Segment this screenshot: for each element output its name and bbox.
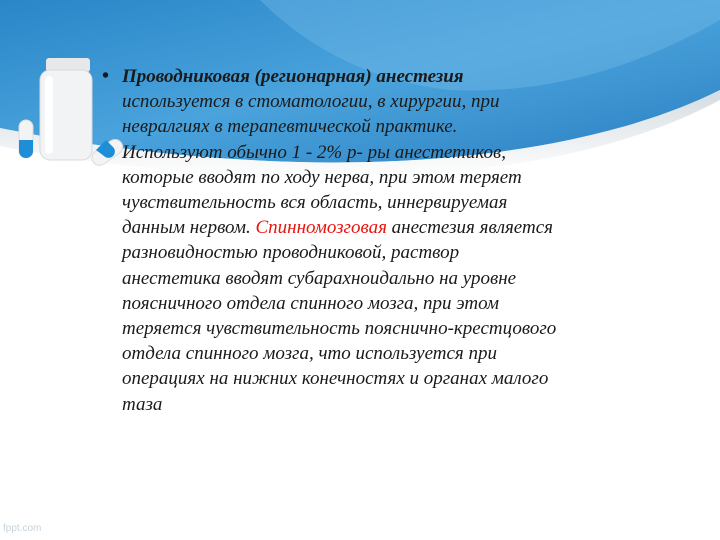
text-segment: данным нервом.: [122, 217, 256, 239]
text-line: теряется чувствительность пояснично-крестцового: [122, 318, 557, 340]
text-line: анестетика вводят субарахноидально на уровне: [122, 267, 517, 289]
bullet-heading: [100, 64, 700, 89]
slide-body: [100, 64, 700, 417]
bullet-icon: •: [102, 65, 110, 87]
highlighted-term: Спинномозговая: [255, 217, 387, 239]
text-line: которые вводят по ходу нерва, при этом теряет: [122, 166, 522, 188]
text-segment: анестезия является: [386, 217, 553, 239]
text-line: [100, 215, 700, 240]
text-line: отдела спинного мозга, что используется при: [122, 343, 497, 365]
text-line: невралгиях в терапевтической практике.: [122, 116, 458, 138]
text-line: чувствительность вся область, иннервируемая: [122, 192, 508, 214]
text-line: поясничного отдела спинного мозга, при этом: [122, 292, 500, 314]
watermark: fppt.com: [3, 523, 42, 534]
pill-bottle-icon: [40, 58, 92, 160]
heading-text: Проводниковая (регионарная) анестезия: [122, 66, 464, 87]
text-line: Используют обычно 1 - 2% р- ры анестетиков,: [122, 141, 507, 163]
text-line: разновидностью проводниковой, раствор: [122, 242, 460, 264]
text-line: используется в стоматологии, в хирургии, при: [122, 91, 500, 113]
text-line: операциях на нижних конечностях и органах малого: [122, 368, 549, 390]
text-line: таза: [122, 393, 163, 415]
